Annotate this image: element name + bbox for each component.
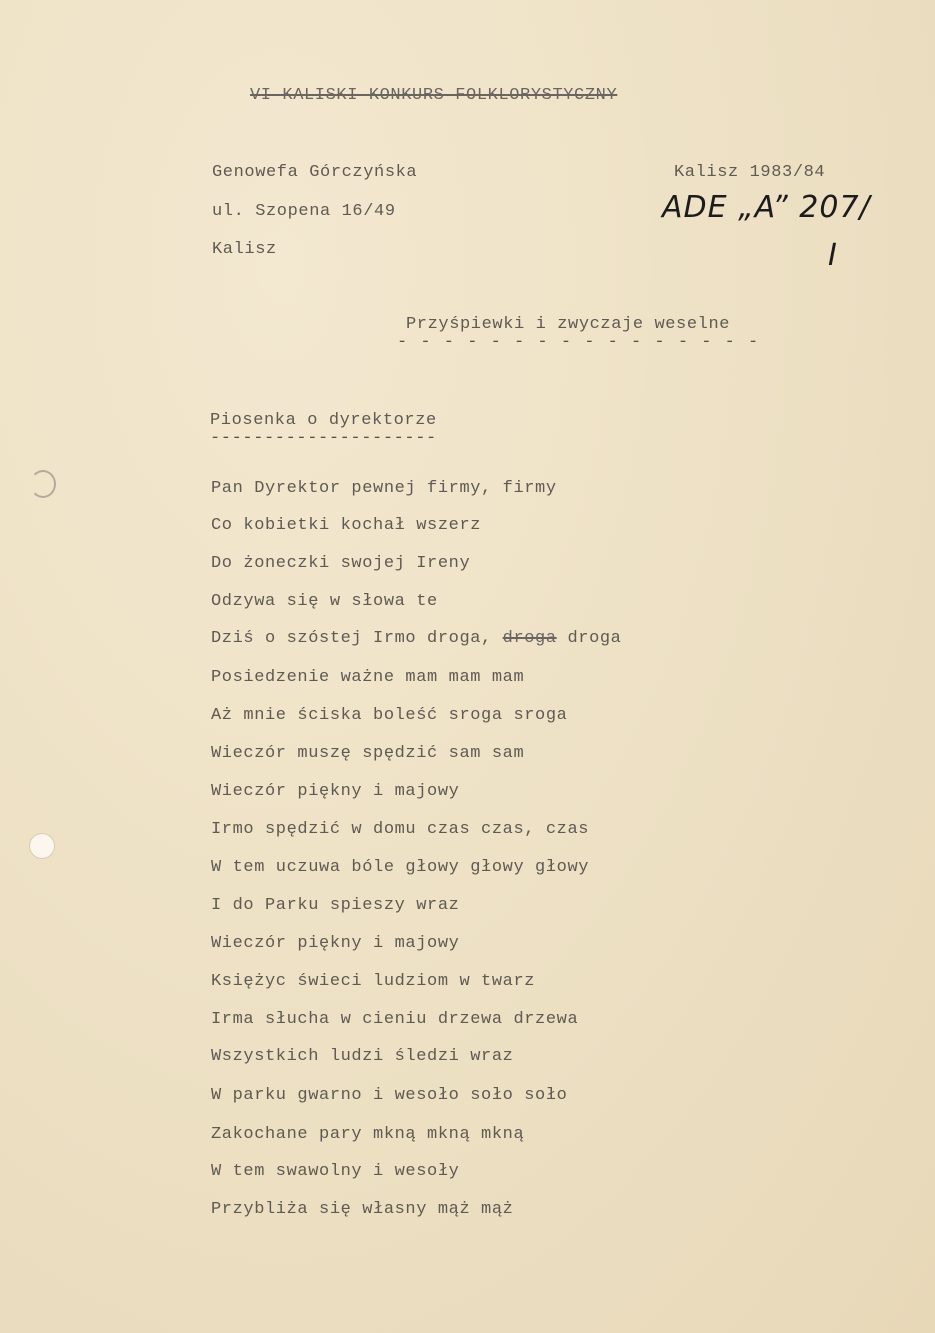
lyric-line: I do Parku spieszy wraz [211, 896, 460, 915]
archive-signature-sub: I [828, 238, 838, 273]
document-subtitle: Przyśpiewki i zwyczaje weselne [406, 315, 731, 334]
pencil-mark [30, 470, 56, 498]
lyric-line: Przybliża się własny mąż mąż [211, 1200, 514, 1219]
lyric-line: Wieczór piękny i majowy [211, 934, 460, 953]
author-name: Genowefa Górczyńska [212, 163, 418, 182]
lyric-line: Wieczór piękny i majowy [211, 782, 460, 801]
struck-word: droga [502, 629, 557, 648]
lyric-line: W parku gwarno i wesoło soło soło [211, 1086, 568, 1105]
lyric-line: Księżyc świeci ludziom w twarz [211, 972, 536, 991]
lyric-line: Irmo spędzić w domu czas czas, czas [211, 820, 590, 839]
lyric-line: W tem swawolny i wesoły [211, 1162, 460, 1181]
place-date: Kalisz 1983/84 [674, 163, 826, 182]
lyric-line: Zakochane pary mkną mkną mkną [211, 1125, 525, 1144]
author-city: Kalisz [212, 240, 277, 259]
subtitle-underline: - - - - - - - - - - - - - - - - [397, 333, 760, 352]
lyric-line: Co kobietki kochał wszerz [211, 516, 482, 535]
lyric-line: Do żoneczki swojej Ireny [211, 554, 471, 573]
lyric-line: Dziś o szóstej Irmo droga, droga droga [211, 629, 622, 648]
lyric-line: Wszystkich ludzi śledzi wraz [211, 1047, 514, 1066]
archive-signature: ADE „A” 207/ [662, 190, 871, 225]
lyric-line: W tem uczuwa bóle głowy głowy głowy [211, 858, 590, 877]
author-street: ul. Szopena 16/49 [212, 202, 396, 221]
lyric-line: Odzywa się w słowa te [211, 592, 438, 611]
song-title: Piosenka o dyrektorze [210, 411, 437, 430]
punch-hole [29, 833, 55, 859]
lyric-line: Posiedzenie ważne mam mam mam [211, 668, 525, 687]
lyric-line: Aż mnie ściska boleść sroga sroga [211, 706, 568, 725]
lyric-line: Wieczór muszę spędzić sam sam [211, 744, 525, 763]
lyric-line: Pan Dyrektor pewnej firmy, firmy [211, 479, 557, 498]
lyric-line: Irma słucha w cieniu drzewa drzewa [211, 1010, 579, 1029]
contest-title: VI KALISKI KONKURS FOLKLORYSTYCZNY [250, 86, 618, 105]
song-title-underline: --------------------- [210, 429, 437, 448]
